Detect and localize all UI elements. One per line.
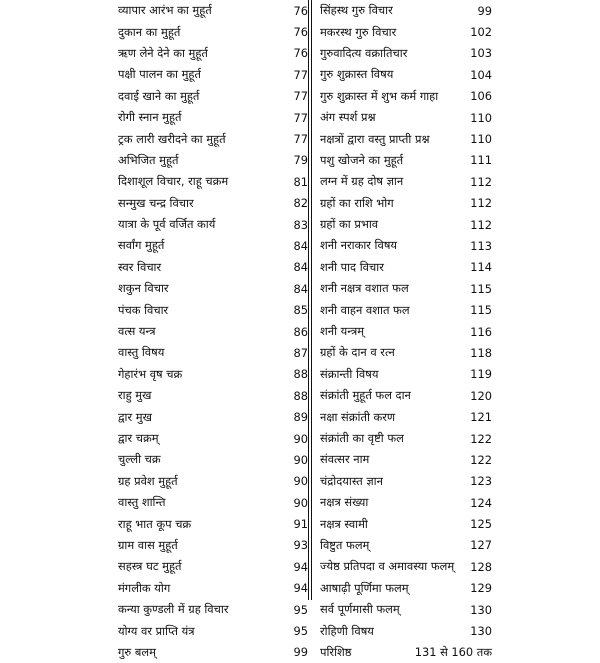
index-entry [118,299,308,320]
entry-title: संक्रांती मुहूर्त फल दान [320,388,411,403]
entry-page-number: 85 [293,303,308,318]
entry-title: संक्रांती का वृष्टी फल [320,431,404,445]
index-entry [118,556,308,577]
entry-page-number: 77 [293,132,308,147]
entry-page-number: 94 [293,559,308,574]
entry-title: ग्रहों का राशि भोग [320,195,394,210]
entry-title: मंगलीक योग [118,580,171,595]
entry-page-number: 104 [470,67,492,82]
entry-page-number: 116 [470,324,492,339]
index-entry [312,556,492,577]
entry-title: रोहिणी विषय [320,623,374,638]
entry-title: चुल्ली चक्र [118,452,161,467]
index-entry [118,578,308,599]
entry-page-number: 131 से 160 तक [414,644,492,659]
entry-title: आषाढ़ी पूर्णिमा फलम् [320,580,409,595]
entry-page-number: 88 [293,388,308,403]
entry-page-number: 120 [470,388,492,403]
entry-page-number: 91 [293,517,308,532]
index-entry [118,214,308,235]
index-entry [118,257,308,278]
index-entry [118,599,308,620]
entry-page-number: 110 [470,110,492,125]
entry-title: संवत्सर नाम [320,452,370,467]
entry-page-number: 79 [293,153,308,168]
index-entry [118,471,308,492]
index-entry [312,492,492,513]
index-entry [312,642,492,663]
entry-page-number: 99 [293,645,308,660]
entry-title: शनी यन्त्रम् [320,324,365,339]
entry-title: अंग स्पर्श प्रश्न [320,110,376,125]
entry-title: व्यापार आरंभ का मुहूर्त [118,3,212,18]
entry-title: ग्रहों का प्रभाव [320,217,379,232]
entry-title: वास्तु विषय [118,345,165,360]
index-entry [118,64,308,85]
entry-page-number: 89 [293,410,308,425]
left-index-column [118,0,308,663]
entry-page-number: 81 [293,174,308,189]
entry-title: ग्राम वास मुहूर्त [118,537,178,552]
entry-title: लग्न में ग्रह दोष ज्ञान [320,174,404,189]
index-entry [312,513,492,534]
index-entry [118,43,308,64]
entry-page-number: 110 [470,132,492,147]
index-entry [312,128,492,149]
entry-title: यात्रा के पूर्व वर्जित कार्य [118,217,216,232]
entry-title: पशु खोजने का मुहूर्त [320,152,404,167]
index-entry [118,86,308,107]
entry-page-number: 90 [293,495,308,510]
index-entry [312,278,492,299]
entry-title: गुरु शुक्रास्त विषय [320,67,394,82]
entry-page-number: 84 [293,281,308,296]
entry-page-number: 84 [293,260,308,275]
entry-title: ट्रक लारी खरीदने का मुहूर्त [118,131,226,146]
entry-page-number: 122 [470,431,492,446]
index-entry [312,449,492,470]
entry-page-number: 128 [470,559,492,574]
entry-page-number: 77 [293,89,308,104]
entry-page-number: 119 [470,367,492,382]
index-entry [118,428,308,449]
entry-title: ग्रहों के दान व रत्न [320,345,395,360]
entry-page-number: 115 [470,303,492,318]
entry-title: शकुन विचार [118,281,169,296]
entry-page-number: 127 [470,538,492,553]
entry-page-number: 99 [477,3,492,18]
index-entry [312,471,492,492]
entry-page-number: 118 [470,345,492,360]
entry-page-number: 112 [470,196,492,211]
entry-title: दुकान का मुहूर्त [118,24,181,39]
entry-page-number: 122 [470,452,492,467]
index-entry [312,86,492,107]
index-entry [118,406,308,427]
entry-title: द्वार चक्रम् [118,431,159,445]
entry-page-number: 113 [470,238,492,253]
entry-page-number: 112 [470,174,492,189]
index-entry [312,21,492,42]
index-entry [312,235,492,256]
entry-title: ग्रह प्रवेश मुहूर्त [118,473,178,488]
entry-title: शनी वाहन वशात फल [320,302,410,317]
index-entry [312,364,492,385]
index-entry [312,64,492,85]
entry-page-number: 111 [470,153,492,168]
entry-title: दिशाशूल विचार, राहू चक्रम [118,174,229,189]
index-entry [118,492,308,513]
entry-page-number: 77 [293,110,308,125]
entry-title: नक्षत्र संख्या [320,495,369,510]
entry-title: नक्षत्रों द्वारा वस्तु प्राप्ती प्रश्न [320,131,430,146]
index-entry [118,364,308,385]
entry-page-number: 93 [293,538,308,553]
index-entry [118,171,308,192]
entry-page-number: 125 [470,517,492,532]
index-entry [312,578,492,599]
entry-title: सहस्त्र घट मुहूर्त [118,559,182,574]
entry-page-number: 95 [293,624,308,639]
entry-title: नक्षा संक्रांती करण [320,409,396,424]
entry-title: सिंहस्थ गुरु विचार [320,3,393,18]
entry-page-number: 102 [470,25,492,40]
index-entry [312,342,492,363]
entry-page-number: 90 [293,474,308,489]
entry-page-number: 130 [470,602,492,617]
index-entry [312,599,492,620]
entry-title: पक्षी पालन का मुहूर्त [118,67,201,82]
index-entry [312,428,492,449]
index-entry [118,278,308,299]
entry-title: विष्टुत फलम् [320,537,370,552]
index-entry [312,0,492,21]
entry-title: मकरस्थ गुरु विचार [320,24,397,39]
entry-page-number: 129 [470,581,492,596]
entry-title: सर्व पूर्णमासी फलम् [320,602,400,617]
entry-page-number: 130 [470,624,492,639]
entry-title: वत्स यन्त्र [118,324,156,339]
index-entry [118,620,308,641]
entry-page-number: 88 [293,367,308,382]
index-entry [118,385,308,406]
index-entry [118,107,308,128]
index-entry [118,21,308,42]
index-entry [312,43,492,64]
entry-page-number: 82 [293,196,308,211]
entry-page-number: 106 [470,89,492,104]
entry-title: सर्वांग मुहूर्त [118,238,165,253]
index-entry [312,171,492,192]
index-entry [118,321,308,342]
index-entry [118,342,308,363]
entry-title: चंद्रोदयास्त ज्ञान [320,473,383,488]
index-entry [118,449,308,470]
entry-title: पंचक विचार [118,302,169,317]
index-entry [118,642,308,663]
index-entry [312,193,492,214]
entry-page-number: 124 [470,495,492,510]
index-entry [118,128,308,149]
index-entry [312,385,492,406]
entry-page-number: 76 [293,25,308,40]
entry-title: गेहारंभ वृष चक्र [118,366,183,381]
entry-page-number: 94 [293,581,308,596]
entry-title: शनी नक्षत्र वशात फल [320,281,409,296]
entry-page-number: 87 [293,345,308,360]
entry-title: गुरु शुक्रास्त में शुभ कर्म गाहा [320,88,439,103]
index-entry [312,214,492,235]
entry-page-number: 84 [293,238,308,253]
index-entry [312,620,492,641]
column-divider-line [308,0,309,600]
entry-page-number: 86 [293,324,308,339]
index-entry [118,193,308,214]
entry-title: संक्रान्ती विषय [320,366,379,381]
entry-title: शनी पाद विचार [320,259,384,274]
entry-page-number: 83 [293,217,308,232]
index-entry [118,0,308,21]
entry-title: ज्येष्ठ प्रतिपदा व अमावस्या फलम् [320,559,455,574]
entry-page-number: 76 [293,3,308,18]
index-entry [312,150,492,171]
entry-page-number: 77 [293,67,308,82]
entry-page-number: 121 [470,410,492,425]
entry-title: गुरु बलम् [118,644,156,659]
entry-page-number: 90 [293,431,308,446]
entry-title: अभिजित मुहूर्त [118,152,179,167]
entry-title: परिशिष्ठ [320,644,352,659]
entry-page-number: 115 [470,281,492,296]
entry-title: वास्तु शान्ति [118,495,166,510]
entry-title: दवाई खाने का मुहूर्त [118,88,200,103]
index-entry [312,257,492,278]
index-entry [312,535,492,556]
entry-title: कन्या कुण्डली में ग्रह विचार [118,602,229,617]
entry-page-number: 112 [470,217,492,232]
right-index-column [312,0,492,663]
index-entry [118,235,308,256]
index-entry [312,321,492,342]
entry-title: गुरुवादित्य वक्रातिचार [320,45,408,60]
entry-title: रोगी स्नान मुहूर्त [118,110,182,125]
entry-page-number: 90 [293,452,308,467]
index-entry [118,150,308,171]
entry-page-number: 76 [293,46,308,61]
index-entry [312,299,492,320]
index-entry [312,406,492,427]
entry-title: राहू भात कूप चक्र [118,516,192,531]
index-entry [118,513,308,534]
entry-title: योग्य वर प्राप्ति यंत्र [118,623,195,638]
index-entry [312,107,492,128]
entry-title: स्वर विचार [118,259,162,274]
entry-page-number: 103 [470,46,492,61]
entry-title: ऋण लेने देने का मुहूर्त [118,45,208,60]
entry-page-number: 114 [470,260,492,275]
entry-page-number: 123 [470,474,492,489]
entry-title: राहु मुख [118,388,152,403]
index-entry [118,535,308,556]
entry-title: द्वार मुख [118,409,152,424]
entry-title: नक्षत्र स्वामी [320,516,368,531]
entry-title: सन्मुख चन्द्र विचार [118,195,194,210]
entry-page-number: 95 [293,602,308,617]
entry-title: शनी नराकार विषय [320,238,398,253]
